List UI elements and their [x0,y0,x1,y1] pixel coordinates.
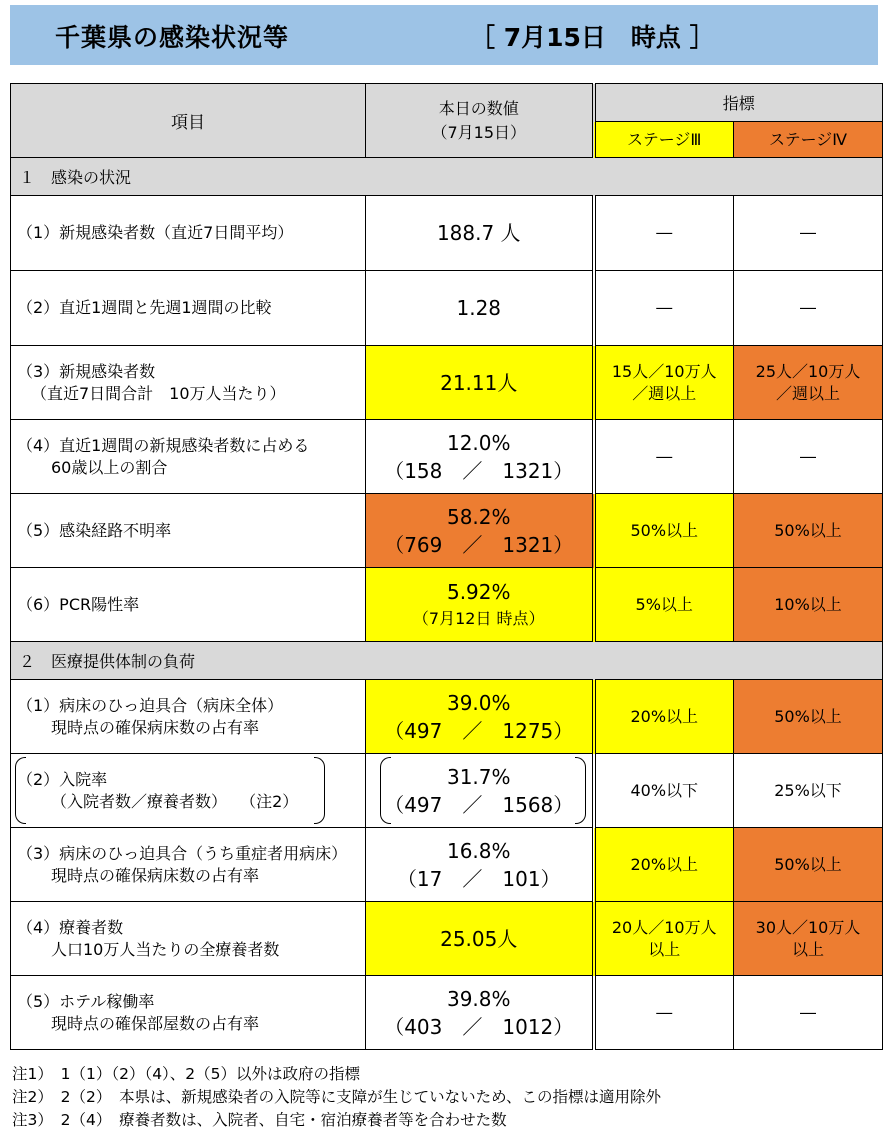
table-row [11,346,883,420]
stage3-value [594,346,734,420]
stage3-value: ― [594,420,734,494]
bracket-right [314,757,325,824]
section-heading-1: １ 感染の状況 [11,158,883,196]
stage3-value: ― [594,196,734,271]
table-row [11,196,883,271]
row-value-main: 25.05人 [440,926,518,951]
row-value-main: 12.0% [446,430,511,455]
footnote-2: 注2） 2（2） 本県は、新規感染者の入院等に支障が生じていないため、この指標は適用除外 [12,1088,661,1106]
stage4-value [734,346,883,420]
table-row [11,902,883,976]
stage3-line1: 15人／10万人 [611,361,717,381]
stage3-value [594,902,734,976]
section-heading-2: ２ 医療提供体制の負荷 [11,642,883,680]
row-value-main: 1.28 [456,296,502,320]
stage4-value: 50%以上 [734,680,883,754]
row-label-line2: 60歳以上の割合 [51,457,168,477]
row-value [366,271,594,346]
row-label [11,902,366,976]
row-label-line1: （2）入院率 [17,769,108,789]
stage3-value: 20%以上 [594,680,734,754]
stage3-line2: 以上 [648,939,681,959]
row-value-detail: （17 ／ 101） [396,866,561,891]
stage3-value: ― [594,271,734,346]
row-value-main: 188.7 人 [436,221,521,245]
footnote-3: 注3） 2（4） 療養者数は、入院者、自宅・宿泊療養者等を合わせた数 [12,1111,507,1129]
stage4-value: ― [734,976,883,1050]
column-header-stage3: ステージⅢ [594,122,734,158]
row-label: （2）直近1週間と先週1週間の比較 [11,271,366,346]
row-value [366,568,594,642]
row-label [11,828,366,902]
column-header-item: 項目 [11,84,366,158]
bracket-left [380,757,391,824]
footnotes [12,1063,661,1132]
row-value [366,420,594,494]
stage3-value: 20%以上 [594,828,734,902]
table-row [11,754,883,828]
stage4-line2: 以上 [792,939,825,959]
table-row [11,494,883,568]
row-label-line1: （3）病床のひっ迫具合（うち重症者用病床） [17,843,348,863]
row-value-main: 39.0% [446,690,511,715]
row-label [11,420,366,494]
row-label: （6）PCR陽性率 [11,568,366,642]
column-header-value [366,84,594,158]
stage4-line1: 25人／10万人 [755,361,861,381]
stage4-value: ― [734,196,883,271]
row-label-line2: 現時点の確保病床数の占有率 [51,717,260,737]
stage3-line1: 20人／10万人 [611,917,717,937]
row-label [11,680,366,754]
bracket-right [575,757,586,824]
row-value [366,754,594,828]
column-header-value-line2: （7月15日） [431,122,527,142]
row-value [366,494,594,568]
row-label-line2: 現時点の確保病床数の占有率 [51,865,260,885]
row-value-detail: （769 ／ 1321） [384,532,574,557]
stage3-value: ― [594,976,734,1050]
infection-status-table [10,83,883,1050]
row-value [366,346,594,420]
row-value [366,828,594,902]
row-value-detail: （497 ／ 1275） [384,718,574,743]
as-of-date: ［ 7月15日 時点 ］ [470,23,715,52]
bracket-left [15,757,26,824]
row-value-main: 31.7% [446,764,511,789]
stage3-value: 50%以上 [594,494,734,568]
table-row [11,568,883,642]
footnote-1: 注1） 1（1）（2）（4）、2（5）以外は政府の指標 [12,1065,361,1083]
stage4-value: ― [734,420,883,494]
row-value [366,680,594,754]
row-label-line1: （3）新規感染者数 [17,361,156,381]
table-row [11,680,883,754]
stage4-value: 50%以上 [734,828,883,902]
row-value-main: 5.92% [446,579,511,604]
row-value [366,976,594,1050]
row-value-detail: （497 ／ 1568） [384,792,574,817]
stage3-value: 40%以下 [594,754,734,828]
row-label [11,754,366,828]
stage3-value: 5%以上 [594,568,734,642]
stage4-value: 25%以下 [734,754,883,828]
row-value-detail: （403 ／ 1012） [384,1014,574,1039]
stage4-value: ― [734,271,883,346]
row-value-detail: （7月12日 時点） [412,608,545,628]
row-label-line2: （入院者数／療養者数） （注2） [51,791,299,811]
row-label: （1）新規感染者数（直近7日間平均） [11,196,366,271]
table-row [11,420,883,494]
table-row [11,828,883,902]
table-row [11,271,883,346]
row-value [366,902,594,976]
table-row [11,976,883,1050]
row-value-main: 21.11人 [440,370,518,395]
stage4-value: 10%以上 [734,568,883,642]
stage4-value: 50%以上 [734,494,883,568]
row-label [11,976,366,1050]
row-label: （5）感染経路不明率 [11,494,366,568]
row-value-main: 39.8% [446,986,511,1011]
column-header-value-line1: 本日の数値 [438,98,519,118]
row-label-line2: 人口10万人当たりの全療養者数 [51,939,280,959]
row-value [366,196,594,271]
row-label [11,346,366,420]
page-title: 千葉県の感染状況等 [55,23,290,52]
row-label-line1: （1）病床のひっ迫具合（病床全体） [17,695,284,715]
row-value-main: 16.8% [446,838,511,863]
column-header-stage4: ステージⅣ [734,122,883,158]
row-label-line1: （5）ホテル稼働率 [17,991,155,1011]
row-value-main: 58.2% [446,504,511,529]
row-label-line2: （直近7日間合計 10万人当たり） [31,383,286,403]
page-header [10,5,878,65]
row-label-line1: （4）直近1週間の新規感染者数に占める [17,435,310,455]
column-header-indicator: 指標 [594,84,883,122]
row-label-line1: （4）療養者数 [17,917,124,937]
row-label-line2: 現時点の確保部屋数の占有率 [51,1013,260,1033]
row-value-detail: （158 ／ 1321） [384,458,574,483]
stage4-line1: 30人／10万人 [755,917,861,937]
stage3-line2: ／週以上 [632,383,697,403]
stage4-line2: ／週以上 [776,383,841,403]
stage4-value [734,902,883,976]
